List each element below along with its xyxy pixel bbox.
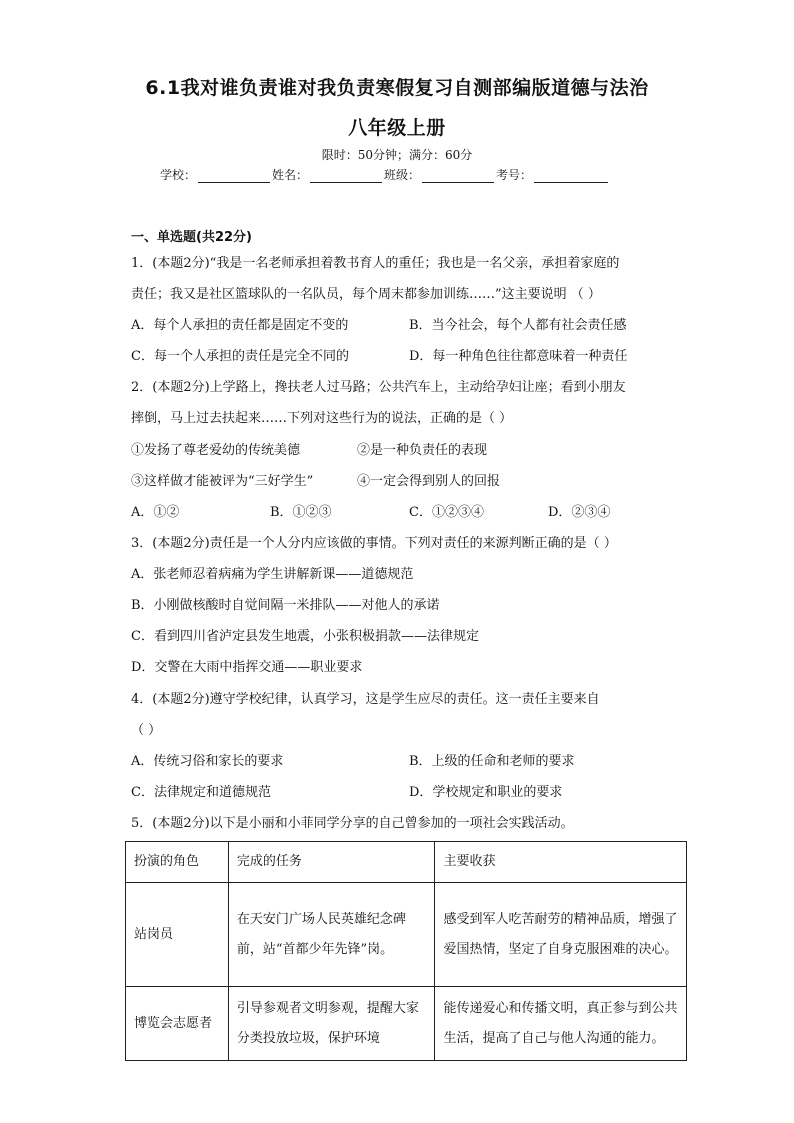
number-label: 考号： — [496, 168, 533, 182]
name-blank[interactable] — [310, 169, 382, 183]
q3-stem-line1: 3．(本题2分)责任是一个人分内应该做的事情。下列对责任的来源判断正确的是（ ） — [131, 536, 617, 551]
q5-activity-table — [125, 841, 687, 1061]
table-cell-task-text: 引导参观者文明参观，提醒大家分类投放垃圾，保护环境 — [236, 1000, 419, 1046]
class-label: 班级： — [384, 168, 421, 182]
q2-option-a[interactable]: A．①② — [131, 505, 180, 520]
table-header-row — [126, 842, 687, 883]
table-cell-task — [228, 987, 435, 1061]
number-blank[interactable] — [534, 169, 608, 183]
table-header-cell: 主要收获 — [435, 842, 687, 883]
q2-option-b[interactable]: B．①②③ — [270, 505, 332, 520]
q3-option-c[interactable]: C．看到四川省泸定县发生地震，小张积极捐款——法律规定 — [131, 629, 479, 644]
q4-option-c[interactable]: C．法律规定和道德规范 — [131, 785, 271, 800]
table-cell-gain — [435, 987, 687, 1061]
school-label: 学校： — [160, 168, 197, 182]
table-cell-task-text: 在天安门广场人民英雄纪念碑前，站“首都少年先锋”岗。 — [236, 911, 406, 957]
q2-option-c[interactable]: C．①②③④ — [409, 505, 484, 520]
table-cell-role: 站岗员 — [126, 883, 229, 987]
q4-stem-line1: 4．(本题2分)遵守学校纪律，认真学习，这是学生应尽的责任。这一责任主要来自 — [131, 692, 600, 707]
q2-statement-3: ③这样做才能被评为“三好学生” — [131, 474, 314, 489]
exam-title-line1: 6.1我对谁负责谁对我负责寒假复习自测部编版道德与法治 — [145, 77, 649, 99]
table-cell-role: 博览会志愿者 — [126, 987, 229, 1061]
q1-stem-line1: 1．(本题2分)“我是一名老师承担着教书育人的重任；我也是一名父亲，承担着家庭的 — [131, 256, 620, 271]
q4-stem-line2: （ ） — [131, 723, 162, 738]
q2-stem-line2: 摔倒，马上过去扶起来……下列对这些行为的说法，正确的是（ ） — [131, 411, 513, 426]
table-cell-gain-text: 感受到军人吃苦耐劳的精神品质，增强了爱国热情，坚定了自身克服困难的决心。 — [443, 911, 678, 957]
name-label: 姓名： — [272, 168, 309, 182]
table-row — [126, 883, 687, 987]
q2-option-d[interactable]: D．②③④ — [548, 505, 611, 520]
table-header-cell: 扮演的角色 — [126, 842, 229, 883]
school-blank[interactable] — [198, 169, 270, 183]
q1-stem-line2: 责任；我又是社区篮球队的一名队员，每个周末都参加训练……”这主要说明 （ ） — [131, 287, 601, 302]
q2-statement-1: ①发扬了尊老爱幼的传统美德 — [131, 443, 301, 458]
q2-statement-4: ④一定会得到别人的回报 — [357, 474, 501, 489]
q2-statement-2: ②是一种负责任的表现 — [357, 443, 488, 458]
class-blank[interactable] — [422, 169, 494, 183]
q3-option-b[interactable]: B．小刚做核酸时自觉间隔一米排队——对他人的承诺 — [131, 598, 440, 613]
q1-option-c[interactable]: C．每一个人承担的责任是完全不同的 — [131, 349, 349, 364]
q1-option-b[interactable]: B．当今社会，每个人都有社会责任感 — [409, 318, 627, 333]
q1-option-a[interactable]: A．每个人承担的责任都是固定不变的 — [131, 318, 349, 333]
q5-stem-line1: 5．(本题2分)以下是小丽和小菲同学分享的自己曾参加的一项社会实践活动。 — [131, 816, 574, 831]
q2-stem-line1: 2．(本题2分)上学路上，搀扶老人过马路；公共汽车上，主动给孕妇让座；看到小朋友 — [131, 380, 626, 395]
table-cell-gain — [435, 883, 687, 987]
exam-info: 限时：50分钟；满分：60分 — [321, 148, 473, 162]
student-info-fields — [160, 166, 610, 183]
q4-option-d[interactable]: D．学校规定和职业的要求 — [409, 785, 563, 800]
q3-option-a[interactable]: A．张老师忍着病痛为学生讲解新课——道德规范 — [131, 567, 414, 582]
q3-option-d[interactable]: D．交警在大雨中指挥交通——职业要求 — [131, 660, 363, 675]
table-cell-task — [228, 883, 435, 987]
q1-option-d[interactable]: D．每一种角色往往都意味着一种责任 — [409, 349, 628, 364]
table-row — [126, 987, 687, 1061]
q4-option-b[interactable]: B．上级的任命和老师的要求 — [409, 754, 575, 769]
q4-option-a[interactable]: A．传统习俗和家长的要求 — [131, 754, 284, 769]
section-heading: 一、单选题(共22分) — [131, 230, 252, 245]
exam-title-line2: 八年级上册 — [348, 117, 446, 139]
table-cell-gain-text: 能传递爱心和传播文明，真正参与到公共生活，提高了自己与他人沟通的能力。 — [443, 1000, 678, 1046]
table-header-cell: 完成的任务 — [228, 842, 435, 883]
